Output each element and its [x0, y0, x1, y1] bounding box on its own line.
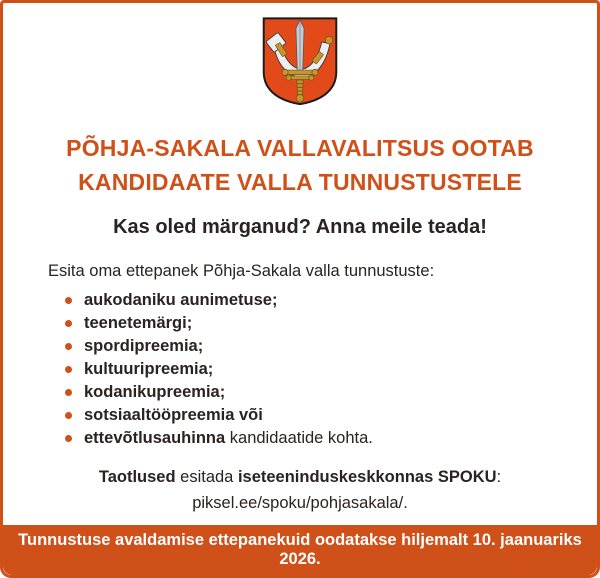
list-item-spordipreemia: spordipreemia;: [65, 335, 597, 358]
title-line-1: PÕHJA-SAKALA VALLAVALITSUS OOTAB: [66, 135, 534, 161]
apply-regular-2: :: [496, 468, 502, 486]
deadline-text: Tunnustuse avaldamise ettepanekuid oodatakse hiljemalt 10. jaanuariks 2026.: [18, 531, 582, 568]
deadline-banner: [3, 525, 597, 575]
application-instructions: [3, 467, 597, 488]
apply-regular-1: esitada: [175, 468, 238, 486]
list-item-kodanikupreemia: kodanikupreemia;: [65, 381, 597, 404]
title-line-2: KANDIDAATE VALLA TUNNUSTUSTELE: [78, 169, 522, 195]
spoku-url: piksel.ee/spoku/pohjasakala/.: [192, 494, 408, 512]
awards-list: [65, 289, 597, 450]
subtitle: Kas oled märganud? Anna meile teada!: [113, 216, 487, 238]
list-item-sotsiaaltoopreemia: sotsiaaltööpreemia või: [65, 404, 597, 427]
coat-of-arms-icon: [261, 15, 339, 107]
page-title: [3, 131, 597, 199]
intro-text: Esita oma ettepanek Põhja-Sakala valla tunnustuste:: [48, 262, 435, 280]
list-item-aukodaniku: aukodaniku aunimetuse;: [65, 289, 597, 312]
apply-bold-1: Taotlused: [98, 468, 176, 486]
apply-bold-2: iseteeninduskeskkonnas SPOKU: [237, 468, 497, 486]
list-item-ettevotlusauhind: ettevõtlusauhinna kandidaatide kohta.: [65, 427, 597, 450]
list-item-teenetemark: teenetemärgi;: [65, 312, 597, 335]
list-item-kultuuripreemia: kultuuripreemia;: [65, 358, 597, 381]
